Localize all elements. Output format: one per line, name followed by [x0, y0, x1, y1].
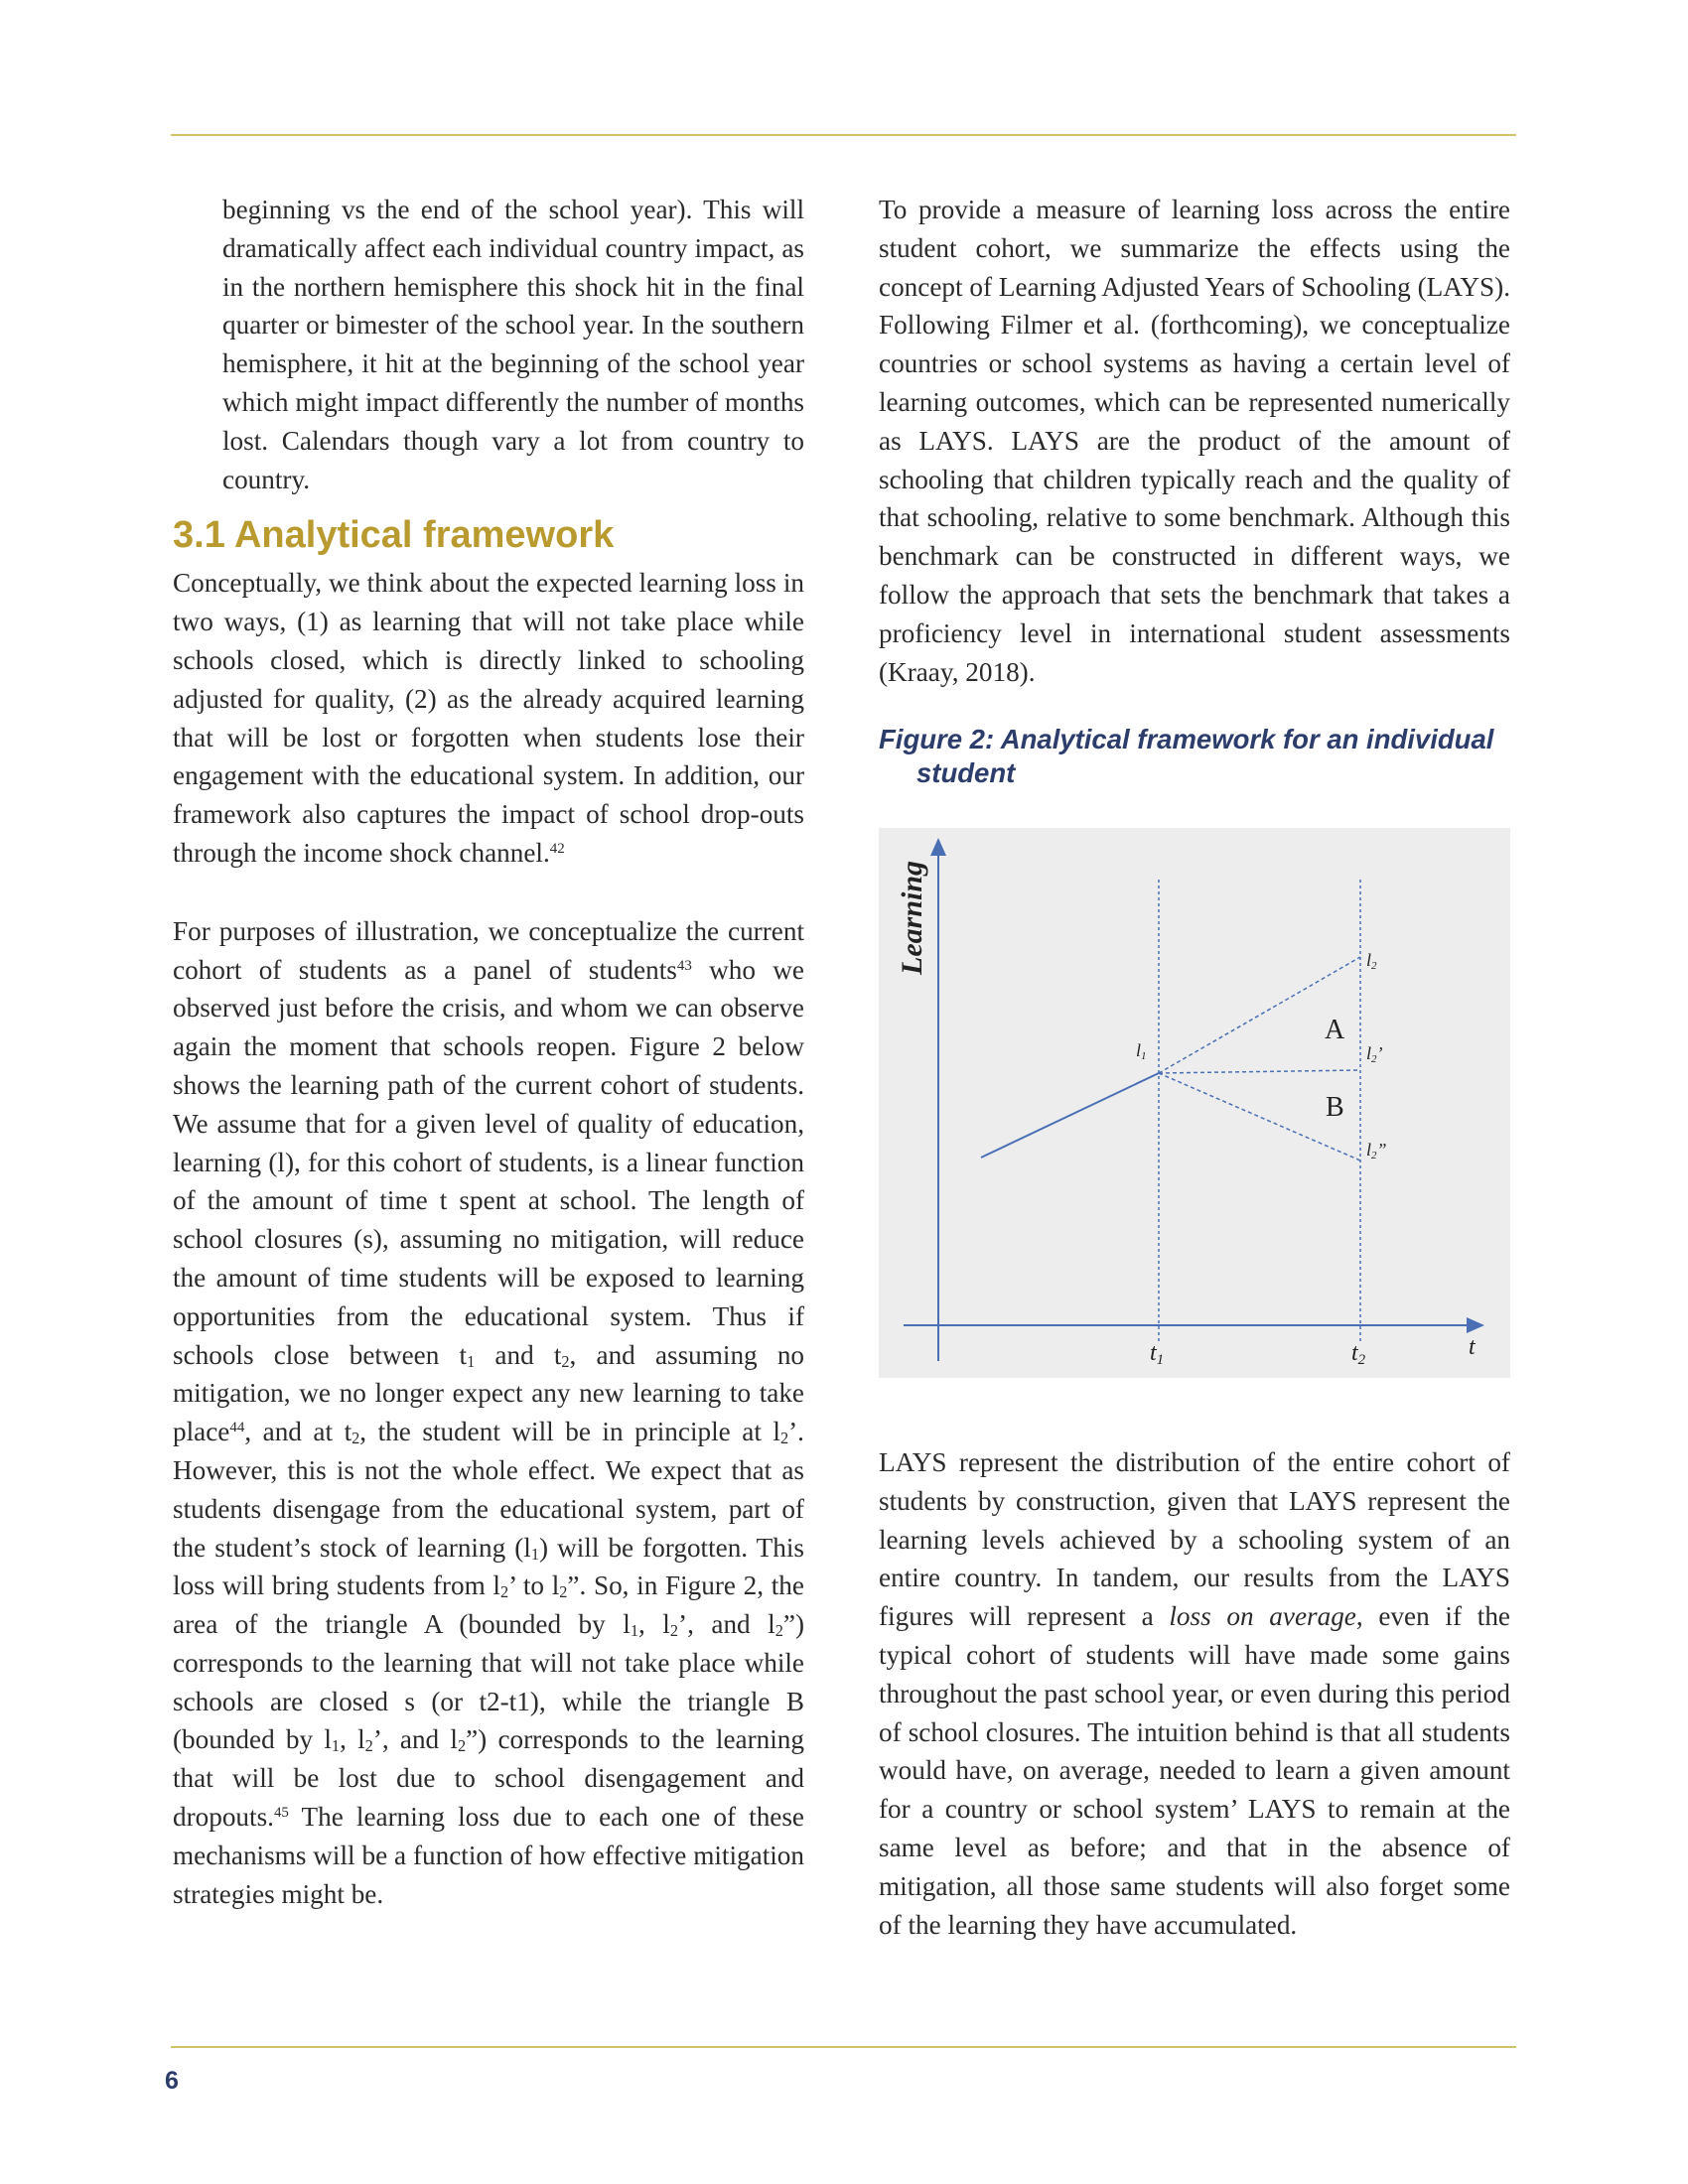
l2-label: l2: [1366, 950, 1377, 972]
l2-double-prime-label: l2”: [1366, 1140, 1387, 1161]
paragraph-framework: Conceptually, we think about the expected learning loss in two ways, (1) as learning that will not take place while schools closed, which is directly linked to schooling adjusted for quality, (2) as the already acquired learning that will be lost or forgotten when students lose their engagement with the educational system. In addition, our framework also captures the impact of school drop-outs through the income shock channel.$^{42}$: [173, 568, 804, 868]
region-b-label: B: [1326, 1092, 1344, 1123]
footnote-ref[interactable]: 42: [549, 840, 565, 857]
y-axis-label: Learning: [896, 860, 928, 975]
top-rule: [171, 134, 1516, 136]
footnote-ref[interactable]: 43: [676, 957, 692, 974]
l2-prime-label: l2’: [1366, 1043, 1383, 1065]
intro-paragraph: beginning vs the end of the school year). This will dramatically affect each individual country impact, as in the northern hemisphere this shock hit in the final quarter or bimester of the school year. In the southern hemisphere, it hit at the beginning of the school year which might impact differently the number of months lost. Calendars though vary a lot from country to country.: [222, 195, 804, 494]
right-column: [879, 191, 1510, 790]
left-column: [173, 191, 804, 1913]
footnote-ref[interactable]: 44: [229, 1420, 245, 1436]
t1-label: t1: [1150, 1340, 1165, 1368]
figure-analytical-framework: [879, 828, 1510, 1378]
page-number: 6: [165, 2067, 179, 2095]
learning-path-line: [981, 1073, 1159, 1158]
figure-caption: Figure 2: Analytical framework for an individual student: [879, 724, 1494, 789]
framework-diagram: [879, 828, 1510, 1378]
emphasis-loss-on-average: loss on average: [1169, 1601, 1356, 1632]
projection-to-l2-prime: [1159, 1070, 1360, 1073]
x-axis-arrow: [1467, 1317, 1484, 1333]
t2-label: t2: [1351, 1340, 1366, 1368]
bottom-rule: [171, 2046, 1516, 2048]
section-heading: 3.1 Analytical framework: [173, 514, 615, 557]
x-axis-label: t: [1469, 1334, 1476, 1360]
right-column-lower: [879, 1443, 1510, 1944]
paragraph-illustration: For purposes of illustration, we conceptualize the current cohort of students as a panel of students$^{43}$ who we observed just before the crisis, and whom we can observe again the moment that schools reopen. Figure 2 below shows the learning path of the current cohort of students. We assume that for a given level of quality of education, learning (l), for this cohort of students, is a linear function of the amount of time t spent at school. The length of school closures (s), assuming no mitigation, will reduce the amount of time students will be exposed to learning opportunities from the educational system. Thus if schools close between $t_1$ and $t_2$, and assuming no mitigation, we no longer expect any new learning to take place$^{44}$, and at $t_2$, the student will be in principle at $l_2$’. However, this is not the whole effect. We expect that as students disengage from the educational system, part of the student’s stock of learning $(l_1)$ will be forgotten. This loss will bring students from $l_2$’ to $l_2$”. So, in Figure 2, the area of the triangle A (bounded by $l_1$, $l_2$’, and $l_2$”) corresponds to the learning that will not take place while schools are closed s (or t2-t1), while the triangle B (bounded by $l_1$, $l_2$’, and $l_2$”) corresponds to the learning that will be lost due to school disengagement and dropouts.$^{45}$ The learning loss due to each one of these mechanisms will be a function of how effective mitigation strategies might be.: [173, 915, 805, 1909]
y-axis-arrow: [930, 838, 946, 856]
l1-label: l1: [1136, 1040, 1147, 1062]
paragraph-lays-distribution: LAYS represent the distribution of the entire cohort of students by construction, given that LAYS represent the learning levels achieved by a schooling system of an entire country. In tandem, our results from the LAYS figures will represent a loss on average, even if the typical cohort of students will have made some gains throughout the past school year, or even during this period of school closures. The intuition behind is that all students would have, on average, needed to learn a given amount for a country or school system’ LAYS to remain at the same level as before; and that in the absence of mitigation, all those same students will also forget some of the learning they have accumulated.: [879, 1447, 1510, 1940]
region-a-label: A: [1325, 1015, 1345, 1045]
footnote-ref[interactable]: 45: [273, 1805, 289, 1822]
paragraph-lays: To provide a measure of learning loss across the entire student cohort, we summarize the effects using the concept of Learning Adjusted Years of Schooling (LAYS). Following Filmer et al. (forthcoming), we conceptualize countries or school systems as having a certain level of learning outcomes, which can be represented numerically as LAYS. LAYS are the product of the amount of schooling that children typically reach and the quality of that schooling, relative to some benchmark. Although this benchmark can be constructed in different ways, we follow the approach that sets the benchmark that takes a proficiency level in international student assessments (Kraay, 2018).: [879, 195, 1510, 687]
